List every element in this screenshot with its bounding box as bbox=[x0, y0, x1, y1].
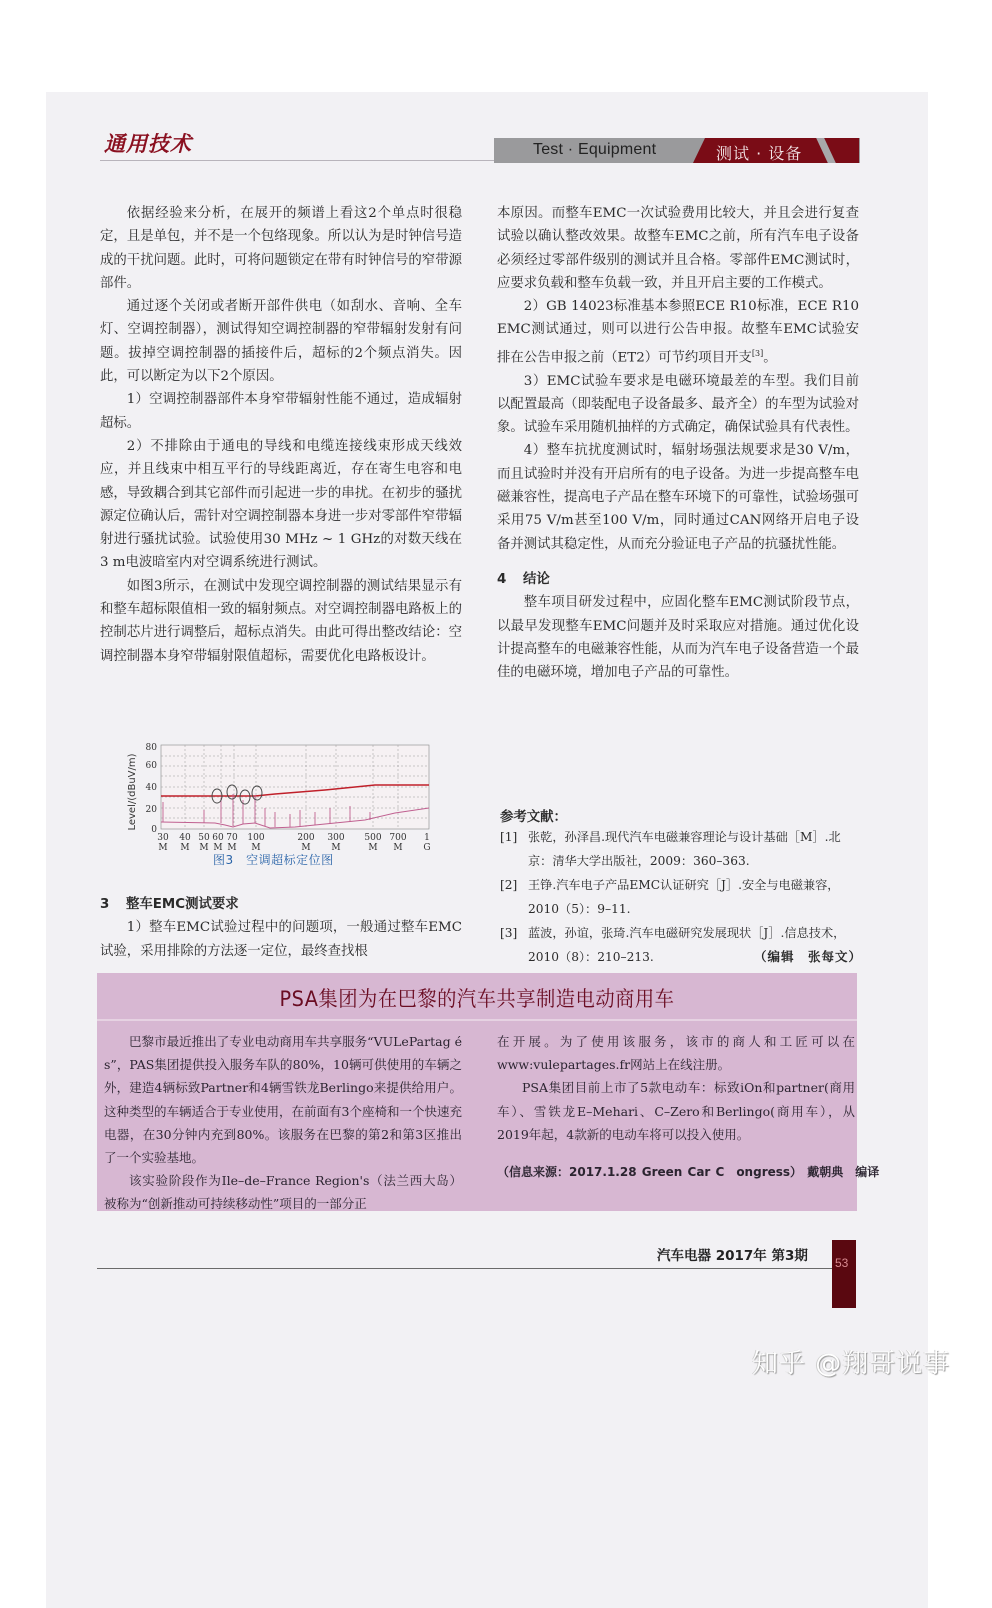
svg-text:M: M bbox=[158, 843, 168, 853]
svg-text:M: M bbox=[227, 843, 237, 853]
left-column bbox=[100, 202, 462, 668]
y-ticks bbox=[146, 743, 158, 835]
news-right-column bbox=[497, 1030, 855, 1146]
svg-text:M: M bbox=[301, 843, 311, 853]
svg-text:M: M bbox=[393, 843, 403, 853]
references-list bbox=[500, 825, 862, 969]
footer-rule bbox=[97, 1268, 832, 1269]
svg-text:50: 50 bbox=[198, 833, 210, 843]
svg-text:M: M bbox=[368, 843, 378, 853]
references-title: 参考文献： bbox=[500, 810, 567, 825]
header-chinese-label: 测试 · 设备 bbox=[716, 144, 803, 163]
paragraph: 1）整车EMC试验过程中的问题项，一般通过整车EMC试验，采用排除的方法逐一定位，最终查找根 bbox=[100, 920, 462, 959]
reference-item: [3] 蓝波，孙谊，张琦.汽车电磁研究发展现状［J］.信息技术，2010（8）：210–213. （编辑 张每文） bbox=[500, 921, 862, 969]
svg-text:1: 1 bbox=[424, 833, 430, 843]
paragraph: 通过逐个关闭或者断开部件供电（如刮水、音响、全车灯、空调控制器），测试得知空调控制器的窄带辐射发射有问题。拔掉空调控制器的插接件后，超标的2个频点消失。因此，可以断定为以下2个原因。 bbox=[100, 299, 462, 385]
news-title-rule bbox=[97, 1019, 857, 1021]
svg-text:M: M bbox=[213, 843, 223, 853]
svg-text:0: 0 bbox=[151, 825, 157, 835]
news-title: PSA集团为在巴黎的汽车共享制造电动商用车 bbox=[279, 987, 675, 1011]
section-title: 通用技术 bbox=[104, 132, 192, 156]
x-ticks bbox=[157, 833, 430, 853]
citation-ref[interactable]: [3] bbox=[751, 348, 764, 358]
right-column bbox=[497, 202, 859, 684]
paragraph: 2）GB 14023标准基本参照ECE R10标准，ECE R10 EMC测试通过，则可以进行公告申报。故整车EMC试验安排在公告申报之前（ET2）可节约项目开支[3]。 bbox=[497, 299, 859, 366]
svg-text:M: M bbox=[331, 843, 341, 853]
svg-text:40: 40 bbox=[145, 783, 157, 793]
paragraph: 巴黎市最近推出了专业电动商用车共享服务“VULePartag é s”，PAS集团提供投入服务车队的80%，10辆可供使用的车辆之外，建造4辆标致Partner和4辆雪铁龙Berlingo来提供给用户。这种类型的车辆适合于专业使用，在前面有3个座椅和一个快速充电器，在30分钟内充到80%。该服务在巴黎的第2和第3区推出了一个实验基地。 bbox=[104, 1034, 462, 1166]
svg-text:100: 100 bbox=[247, 833, 265, 843]
header-english-label: Test · Equipment bbox=[533, 141, 657, 158]
paragraph: 2）不排除由于通电的导线和电缆连接线束形成天线效应，并且线束中相互平行的导线距离近，存在寄生电容和电感，导致耦合到其它部件而引起进一步的串扰。在初步的骚扰源定位确认后，需针对空调控制器本身进一步对零部件窄带辐射进行骚扰试验。试验使用30 MHz ~ 1 GHz的对数天线在3 m电波暗室内对空调系统进行测试。 bbox=[100, 438, 462, 571]
section-heading-3: 3 整车EMC测试要求 bbox=[100, 897, 239, 912]
svg-text:G: G bbox=[423, 843, 431, 853]
svg-text:200: 200 bbox=[297, 833, 315, 843]
reference-item: [2] 王铮.汽车电子产品EMC认证研究［J］.安全与电磁兼容，2010（5）：9–11. bbox=[500, 878, 840, 916]
paragraph: 如图3所示，在测试中发现空调控制器的测试结果显示有和整车超标限值相一致的辐射频点。对空调控制器电路板上的控制芯片进行调整后，超标点消失。由此可得出整改结论：空调控制器本身窄带辐射限值超标，需要优化电路板设计。 bbox=[100, 578, 462, 664]
paragraph: 该实验阶段作为Ile–de–France Region's（法兰西大岛）被称为“创新推动可持续移动性”项目的一部分正 bbox=[104, 1173, 462, 1212]
y-axis-label: Level/(dBuV/m) bbox=[127, 753, 138, 831]
paragraph: 4）整车抗扰度测试时，辐射场强法规要求是30 V/m，而且试验时并没有开启所有的电子设备。为进一步提高整车电磁兼容性，提高电子产品在整车环境下的可靠性，试验场强可采用75 V/m甚至100 V/m，同时通过CAN网络开启电子设备并测试其稳定性，从而充分验证电子产品的抗骚扰性能。 bbox=[497, 443, 859, 552]
svg-text:300: 300 bbox=[327, 833, 345, 843]
svg-text:M: M bbox=[199, 843, 209, 853]
paragraph: 本原因。而整车EMC一次试验费用比较大，并且会进行复查试验以确认整改效果。故整车EMC之前，所有汽车电子设备必须经过零部件级别的测试并且合格。零部件EMC测试时，应要求负载和整车负载一致，并且开启主要的工作模式。 bbox=[497, 206, 859, 291]
svg-text:60: 60 bbox=[212, 833, 224, 843]
watermark: 知乎 @翔哥说事 bbox=[752, 1349, 951, 1379]
news-source: （信息来源：2017.1.28 Green Car C ongress） 戴朝典 编译 bbox=[497, 1165, 880, 1179]
svg-text:70: 70 bbox=[226, 833, 238, 843]
svg-text:500: 500 bbox=[364, 833, 382, 843]
title-rule bbox=[100, 160, 495, 161]
svg-text:700: 700 bbox=[389, 833, 407, 843]
paragraph: 在开展。为了使用该服务，该市的商人和工匠可以在www:vulepartages.fr网站上在线注册。 bbox=[497, 1034, 855, 1073]
paragraph: 依据经验来分析，在展开的频谱上看这2个单点时很稳定，且是单包，并不是一个包络现象。所以认为是时钟信号造成的干扰问题。此时，可将问题锁定在带有时钟信号的窄带源部件。 bbox=[100, 206, 462, 291]
paragraph: PSA集团目前上市了5款电动车：标致iOn和partner(商用车）、雪铁龙E–Mehari、C–Zero和Berlingo(商用车），从2019年起，4款新的电动车将可以投入使用。 bbox=[497, 1080, 855, 1142]
paragraph: 3）EMC试验车要求是电磁环境最差的车型。我们目前以配置最高（即装配电子设备最多、最齐全）的车型为试验对象。试验车采用随机抽样的方式确定，确保试验具有代表性。 bbox=[497, 373, 859, 436]
svg-text:60: 60 bbox=[145, 761, 157, 771]
page-number: 53 bbox=[835, 1256, 849, 1270]
page-number-tab bbox=[832, 1240, 856, 1308]
svg-text:80: 80 bbox=[145, 743, 157, 753]
svg-text:40: 40 bbox=[179, 833, 191, 843]
svg-text:M: M bbox=[180, 843, 190, 853]
section-heading-4: 4 结论 bbox=[497, 571, 550, 587]
paragraph: 整车项目研发过程中，应固化整车EMC测试阶段节点，以最早发现整车EMC问题并及时采取应对措施。通过优化设计提高整车的电磁兼容性能，从而为汽车电子设备营造一个最佳的电磁环境，增加电子产品的可靠性。 bbox=[497, 595, 859, 681]
left-column-bottom bbox=[100, 893, 462, 963]
journal-issue: 汽车电器 2017年 第3期 bbox=[657, 1248, 808, 1264]
svg-text:30: 30 bbox=[157, 833, 169, 843]
editor-credit: （编辑 张每文） bbox=[753, 949, 862, 964]
figure-caption: 图3 空调超标定位图 bbox=[213, 853, 334, 867]
paragraph: 1）空调控制器部件本身窄带辐射性能不通过，造成辐射超标。 bbox=[100, 392, 462, 431]
svg-text:M: M bbox=[251, 843, 261, 853]
news-left-column bbox=[104, 1030, 462, 1216]
svg-text:20: 20 bbox=[145, 805, 157, 815]
reference-item: [1] 张乾，孙泽昌.现代汽车电磁兼容理论与设计基础［M］.北京：清华大学出版社，2009：360–363. bbox=[500, 830, 841, 868]
